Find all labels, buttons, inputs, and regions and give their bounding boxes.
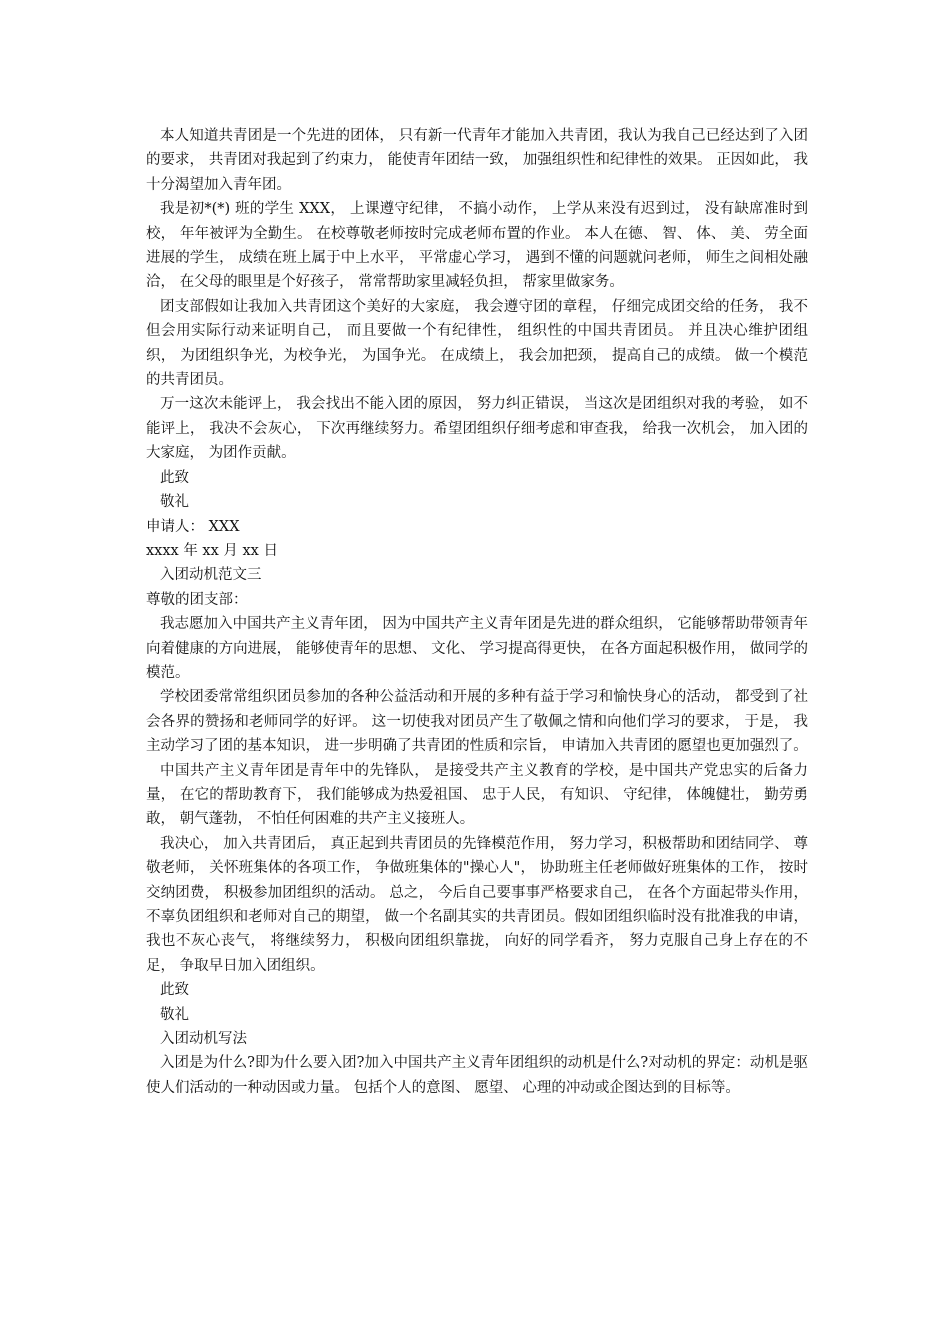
paragraph-school-activities: 学校团委常常组织团员参加的各种公益活动和开展的多种有益于学习和愉快身心的活动， 都受到了社会各界的赞扬和老师同学的好评。 这一切使我对团员产生了敬佩之情和向他们学习的要求， 于是， 我主动学习了团的基本知识， 进一步明确了共青团的性质和宗旨， 申请加入共青团的愿望也更加强烈了。 (146, 689, 808, 755)
closing-salutation: 此致 (160, 469, 189, 486)
paragraph-self-introduction: 我是初*(*) 班的学生 XXX， 上课遵守纪律， 不搞小动作， 上学从来没有迟到过， 没有缺席准时到校， 年年被评为全勤生。 在校尊敬老师按时完成老师布置的作业。 本人在德、 智、 体、 美、 劳全面进展的学生， 成绩在班上属于中上水平， 平常虚心学习， 遇到不懂的问题就问老师， 师生之间相处融洽， 在父母的眼里是个好孩子， 常常帮助家里减轻负担， 帮家里做家务。 (146, 201, 808, 291)
paragraph-motivation-definition: 入团是为什么?即为什么要入团?加入中国共产主义青年团组织的动机是什么?对动机的界定：动机是驱使人们活动的一种动因或力量。 包括个人的意图、 愿望、 心理的冲动或企图达到的目标等。 (146, 1055, 808, 1096)
greeting: 尊敬的团支部： (146, 591, 248, 608)
document-page (146, 124, 808, 1100)
paragraph-motivation-intro: 本人知道共青团是一个先进的团体， 只有新一代青年才能加入共青团，我认为我自己已经达到了入团的要求， 共青团对我起到了约束力， 能使青年团结一致， 加强组织性和纪律性的效果。 正因如此， 我十分渴望加入青年团。 (146, 128, 808, 193)
closing-regards-2: 敬礼 (160, 1006, 189, 1023)
signature-date: xxxx 年 xx 月 xx 日 (146, 542, 278, 559)
section-title-writing-method: 入团动机写法 (160, 1031, 247, 1048)
paragraph-commitment: 团支部假如让我加入共青团这个美好的大家庭， 我会遵守团的章程， 仔细完成团交给的任务， 我不但会用实际行动来证明自己， 而且要做一个有纪律性， 组织性的中国共青团员。 并且决心维护团组织， 为团组织争光，为校争光， 为国争光。 在成绩上， 我会加把颈， 提高自己的成绩。 做一个模范的共青团员。 (146, 298, 808, 389)
paragraph-if-not-approved: 万一这次未能评上， 我会找出不能入团的原因， 努力纠正错误， 当这次是团组织对我的考验， 如不能评上， 我决不会灰心， 下次再继续努力。希望团组织仔细考虑和审查我， 给我一次机会， 加入团的大家庭， 为团作贡献。 (146, 396, 808, 462)
paragraph-league-description: 中国共产主义青年团是青年中的先锋队， 是接受共产主义教育的学校，是中国共产党忠实的后备力量， 在它的帮助教育下， 我们能够成为热爱祖国、 忠于人民， 有知识、 守纪律， 体魄健壮， 勤劳勇敢， 朝气蓬勃， 不怕任何困难的共产主义接班人。 (146, 762, 808, 828)
applicant-signature: 申请人： XXX (146, 518, 240, 535)
paragraph-wish-to-join: 我志愿加入中国共产主义青年团， 因为中国共产主义青年团是先进的群众组织， 它能够帮助带领青年向着健康的方向进展， 能够使青年的思想、 文化、 学习提高得更快， 在各方面起积极作用， 做同学的模范。 (146, 616, 808, 681)
paragraph-determination: 我决心， 加入共青团后， 真正起到共青团员的先锋模范作用， 努力学习，积极帮助和团结同学、 尊敬老师， 关怀班集体的各项工作， 争做班集体的"操心人"， 协助班主任老师做好班集体的工作， 按时交纳团费， 积极参加团组织的活动。 总之， 今后自己要事事严格要求自己， 在各个方面起带头作用， 不辜负团组织和老师对自己的期望， 做一个名副其实的共青团员。假如团组织临时没有批准我的申请， 我也不灰心丧气， 将继续努力， 积极向团组织靠拢， 向好的同学看齐， 努力克服自己身上存在的不足， 争取早日加入团组织。 (146, 835, 808, 974)
section-title-sample-three: 入团动机范文三 (160, 567, 262, 584)
closing-regards: 敬礼 (160, 494, 189, 511)
closing-salutation-2: 此致 (160, 982, 189, 999)
